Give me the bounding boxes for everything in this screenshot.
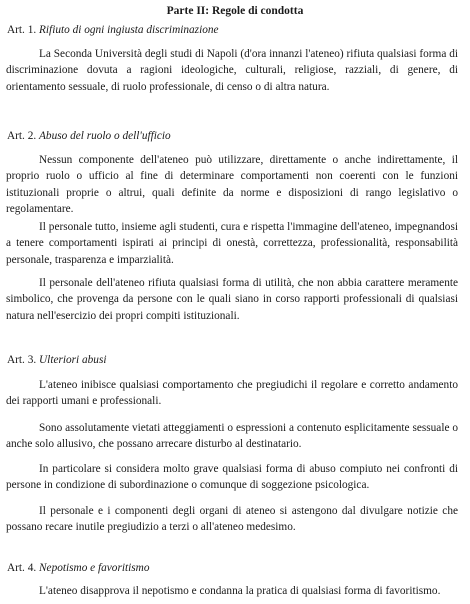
article-paragraph: Il personale e i componenti degli organi di ateneo si astengono dal divulgare notizie che possano recare inutile pregiudizio a terzi o all'ateneo medesimo. bbox=[6, 505, 458, 534]
article-heading bbox=[7, 128, 457, 144]
article-paragraph: Il personale dell'ateneo rifiuta qualsiasi forma di utilità, che non abbia carattere meramente simbolico, che provenga da persone con le quali siano in corso rapporti professionali di qualsiasi natura nell'esercizio dei propri compiti istituzionali. bbox=[6, 277, 458, 322]
article-title: Nepotismo e favoritismo bbox=[39, 562, 150, 574]
article-number: Art. 3. bbox=[7, 354, 37, 366]
article-number: Art. 4. bbox=[7, 562, 37, 574]
article-paragraph: Il personale tutto, insieme agli studenti, cura e rispetta l'immagine dell'ateneo, impegnandosi a tenere comportamenti ispirati ai principi di onestà, correttezza, professionalità, responsabilità personale, trasparenza e imparzialità. bbox=[6, 221, 458, 266]
article-heading bbox=[7, 352, 457, 368]
article-title: Ulteriori abusi bbox=[39, 354, 107, 366]
article-number: Art. 2. bbox=[7, 130, 37, 142]
article-paragraph: L'ateneo inibisce qualsiasi comportamento che pregiudichi il regolare e corretto andamento dei rapporti umani e professionali. bbox=[6, 379, 458, 408]
article-paragraph: La Seconda Università degli studi di Napoli (d'ora innanzi l'ateneo) rifiuta qualsiasi forma di discriminazione dovuta a ragioni ideologiche, culturali, religiose, razziali, di genere, di orientamento sessuale, di ruolo professionale, di censo o di altra natura. bbox=[6, 48, 458, 93]
article-paragraph: In particolare si considera molto grave qualsiasi forma di abuso compiuto nei confronti di persone in condizione di subordinazione o comunque di soggezione psicologica. bbox=[6, 463, 458, 492]
article-heading bbox=[7, 560, 457, 576]
article-title: Abuso del ruolo o dell'ufficio bbox=[39, 130, 171, 142]
article-heading bbox=[7, 22, 457, 38]
article-paragraph: Nessun componente dell'ateneo può utilizzare, direttamente o anche indirettamente, il proprio ruolo o ufficio al fine di determinare comportamenti non coerenti con le funzioni istituzionali proprie o altrui, quali definite da norme e disposizioni di rango legislativo o regolamentare. bbox=[6, 154, 458, 216]
article-paragraph: L'ateneo disapprova il nepotismo e condanna la pratica di qualsiasi forma di favoritismo. bbox=[39, 585, 441, 597]
page-title: Parte II: Regole di condotta bbox=[166, 5, 304, 17]
article-title: Rifiuto di ogni ingiusta discriminazione bbox=[39, 24, 219, 36]
article-paragraph: Sono assolutamente vietati atteggiamenti o espressioni a contenuto esplicitamente sessuale o anche solo allusivo, che possano arrecare disturbo al destinatario. bbox=[6, 422, 458, 451]
article-number: Art. 1. bbox=[7, 24, 37, 36]
